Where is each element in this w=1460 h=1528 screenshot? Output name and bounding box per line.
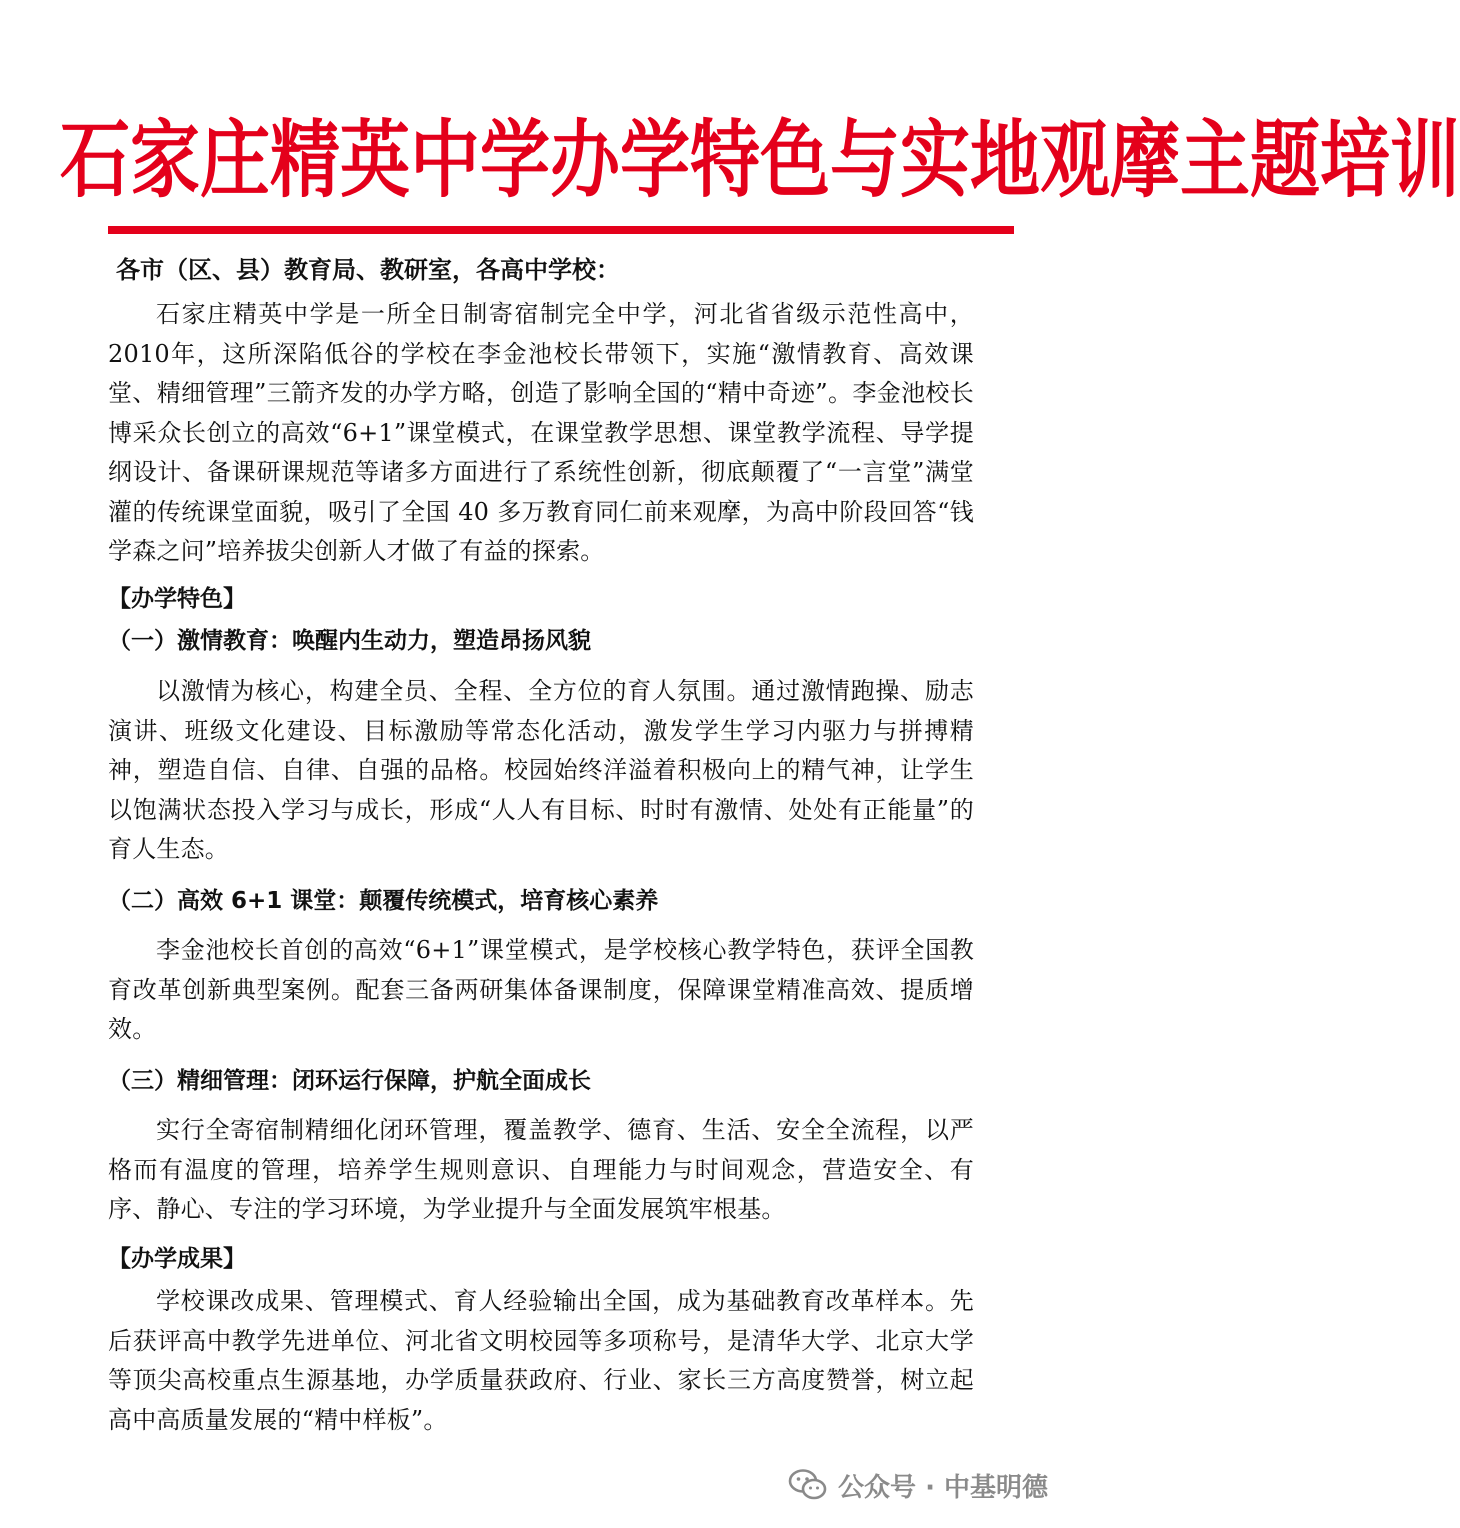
wechat-watermark [788, 1465, 1048, 1505]
feature-text-efficient-classroom: 李金池校长首创的高效“6+1”课堂模式，是学校核心教学特色，获评全国教育改革创新典型案例。配套三备两研集体备课制度，保障课堂精准高效、提质增效。 [108, 936, 974, 1043]
salutation: 各市（区、县）教育局、教研室，各高中学校： [116, 256, 620, 284]
feature-heading-passion-education: （一）激情教育：唤醒内生动力，塑造昂扬风貌 [108, 628, 591, 654]
feature-heading-fine-management: （三）精细管理：闭环运行保障，护航全面成长 [108, 1068, 591, 1094]
watermark-text: 公众号 · 中基明德 [838, 1472, 1048, 1503]
wechat-icon [788, 1468, 828, 1502]
document-title: 石家庄精英中学办学特色与实地观摩主题培训 [60, 110, 1460, 210]
feature-text-passion-education: 以激情为核心，构建全员、全程、全方位的育人氛围。通过激情跑操、励志演讲、班级文化建设、目标激励等常态化活动，激发学生学习内驱力与拼搏精神，塑造自信、自律、自强的品格。校园始终洋溢着积极向上的精气神，让学生以饱满状态投入学习与成长，形成“人人有目标、时时有激情、处处有正能量”的育人生态。 [108, 677, 974, 863]
intro-paragraph: 石家庄精英中学是一所全日制寄宿制完全中学，河北省省级示范性高中，2010年，这所深陷低谷的学校在李金池校长带领下，实施“激情教育、高效课堂、精细管理”三箭齐发的办学方略，创造了影响全国的“精中奇迹”。李金池校长博采众长创立的高效“6+1”课堂模式，在课堂教学思想、课堂教学流程、导学提纲设计、备课研课规范等诸多方面进行了系统性创新，彻底颠覆了“一言堂”满堂灌的传统课堂面貌，吸引了全国 40 多万教育同仁前来观摩，为高中阶段回答“钱学森之问”培养拔尖创新人才做了有益的探索。 [108, 300, 974, 565]
title-underline-rule [108, 226, 1014, 234]
results-paragraph: 学校课改成果、管理模式、育人经验输出全国，成为基础教育改革样本。先后获评高中教学先进单位、河北省文明校园等多项称号，是清华大学、北京大学等顶尖高校重点生源基地，办学质量获政府、行业、家长三方高度赞誉，树立起高中高质量发展的“精中样板”。 [108, 1287, 974, 1434]
section-heading-features: 【办学特色】 [108, 586, 246, 612]
feature-heading-efficient-classroom: （二）高效 6+1 课堂：颠覆传统模式，培育核心素养 [108, 888, 659, 914]
section-heading-results: 【办学成果】 [108, 1246, 246, 1272]
feature-text-fine-management: 实行全寄宿制精细化闭环管理，覆盖教学、德育、生活、安全全流程，以严格而有温度的管理，培养学生规则意识、自理能力与时间观念，营造安全、有序、静心、专注的学习环境，为学业提升与全面发展筑牢根基。 [108, 1116, 974, 1223]
